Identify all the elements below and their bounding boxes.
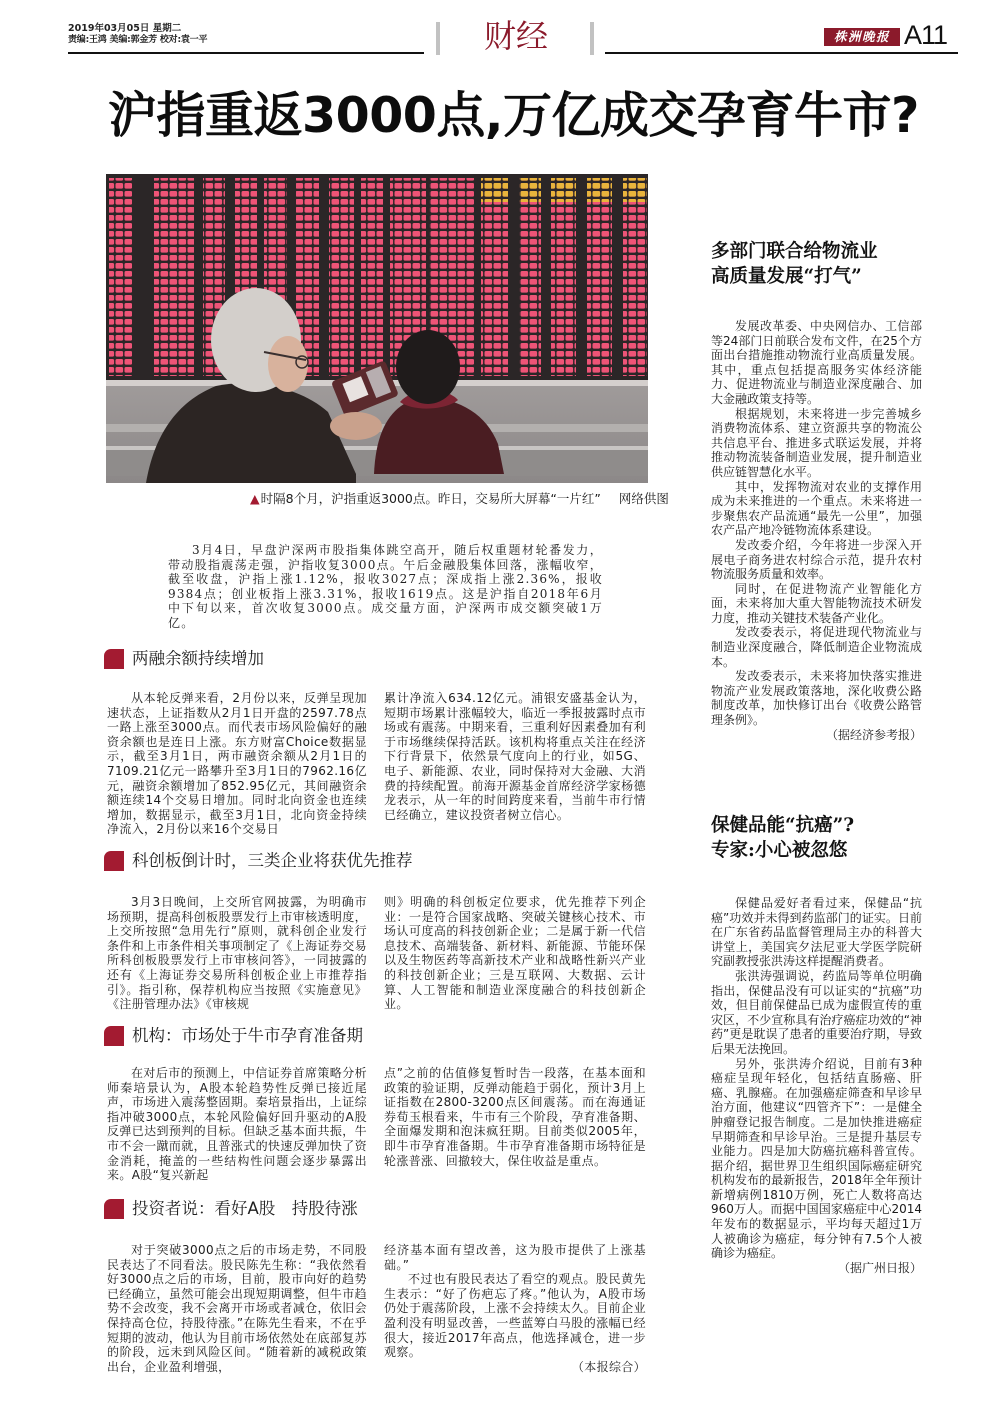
- photo-credit: 网络供图: [618, 491, 669, 506]
- caption-triangle-icon: ▲: [250, 491, 260, 506]
- article-source: （本报综合）: [571, 1359, 646, 1374]
- paragraph: 发改委表示，未来将加快落实推进物流产业发展政策落地，深化收费公路制度改革，加快修订出台《收费公路管理条例》。: [711, 669, 922, 728]
- editor-credits: 责编:王鸿 美编:郭金芳 校对:袁一平: [68, 35, 208, 45]
- article-source: （据广州日报）: [837, 1260, 922, 1275]
- paragraph: 保健品爱好者看过来，保健品“抗癌”功效并未得到药监部门的证实。日前在广东省药品监督管理局主办的科普大讲堂上，美国宾夕法尼亚大学医学院研究副教授张洪涛这样提醒消费者。: [711, 896, 922, 969]
- headline-line: 高质量发展“打气”: [711, 266, 862, 287]
- paragraph: 根据规划，未来将进一步完善城乡消费物流体系、建立资源共享的物流公共信息平台、推进多式联运发展，并将推动物流装备制造业发展，提升制造业供应链智慧化水平。: [711, 406, 922, 479]
- paragraph-continued: 点”之前的估值修复暂时告一段落，在基本面和政策的验证期，反弹动能趋于弱化，预计3月上证指数在2800-3200点区间震荡。而在海通证券荀玉根看来，牛市有三个阶段，孕育准备期、全面爆发期和泡沫疯狂期。目前类似2005年，即牛市孕育准备期。牛市孕育准备期市场特征是轮涨普涨、回撤较大，保住收益是重点。: [384, 1066, 646, 1168]
- quote-column: [519, 178, 541, 376]
- sidebar-headline: [711, 813, 926, 863]
- section-heading: [104, 1198, 358, 1219]
- section-column-right: [384, 895, 646, 1012]
- masthead-divider-left: [436, 22, 440, 55]
- paragraph: 发改委表示，将促进现代物流业与制造业深度融合，降低制造企业物流成本。: [711, 625, 922, 669]
- section-heading: [104, 648, 264, 669]
- quote-column: [154, 178, 194, 376]
- paragraph: 发展改革委、中央网信办、工信部等24部门日前联合发布文件，在25个方面出台措施推动物流行业高质量发展。其中，重点包括提高服务实体经济能力、促进物流业与制造业深度融合、加大金融政策支持等。: [711, 319, 922, 406]
- section-heading-text: 机构：市场处于牛市孕育准备期: [132, 1026, 363, 1045]
- paragraph: 发改委介绍，今年将进一步深入开展电子商务进农村综合示范，提升农村物流服务质量和效率。: [711, 537, 922, 582]
- paragraph: 对于突破3000点之后的市场走势，不同股民表达了不同看法。股民陈先生称：“我依然看好3000点之后的市场，目前，股市向好的趋势已经确立，虽然可能会出现短期调整，但牛市趋势不会改变，我不会离开市场或者减仓，依旧会保持高仓位，持股待涨。”在陈先生看来，不在乎短期的波动，他认为目前市场依然处在底部复苏的阶段，远未到风险区间。“随着新的减税政策出台，企业盈利增强，: [107, 1243, 367, 1374]
- quote-column: [481, 178, 508, 376]
- section-column-left: [107, 895, 367, 1012]
- caption-text: 时隔8个月，沪指重返3000点。昨日，交易所大屏幕“一片红”: [260, 491, 601, 506]
- paragraph: 从本轮反弹来看，2月份以来，反弹呈现加速状态，上证指数从2月1日开盘的2597.78点一路上涨至3000点。而代表市场风险偏好的融资余额也是连日上涨。东方财富Choice数据显示，截至3月1日，两市融资余额从2月1日的7109.21亿元一路攀升至3月1日的7962.16亿元，融资余额增加了852.95亿元，其间融资余额连续14个交易日增加。同时北向资金也连续增加，数据显示，截至3月1日，北向资金持续净流入，2月份以来16个交易日: [107, 691, 367, 837]
- page-number: A11: [904, 20, 948, 50]
- quote-column: [329, 178, 354, 376]
- quote-column: [623, 178, 647, 376]
- sidebar-article-body: [711, 896, 922, 1275]
- paragraph: 其中，发挥物流对农业的支撑作用成为未来推进的一个重点。未来将进一步聚焦农产品流通“最先一公里”，加强农产品产地冷链物流体系建设。: [711, 479, 922, 538]
- section-heading: [104, 1025, 363, 1046]
- quote-column: [361, 178, 383, 376]
- quote-column: [551, 178, 576, 376]
- quote-board-columns: [109, 178, 647, 376]
- section-marker-icon: [104, 1026, 124, 1046]
- photo-illustration: [106, 174, 648, 483]
- section-column-left: [107, 691, 367, 837]
- main-headline: 沪指重返3000点,万亿成交孕育牛市?: [108, 87, 919, 144]
- section-column-left: [107, 1066, 367, 1183]
- section-marker-icon: [104, 851, 124, 871]
- quote-column-highlight: [623, 178, 647, 202]
- article-source: （据经济参考报）: [825, 727, 922, 742]
- paragraph-continued: 经济基本面有望改善，这为股市提供了上涨基础。”: [384, 1243, 646, 1272]
- section-marker-icon: [104, 649, 124, 669]
- paragraph: 在对后市的预测上，中信证券首席策略分析师秦培景认为，A股本轮趋势性反弹已接近尾声，市场进入震荡整固期。秦培景指出，上证综指冲破3000点，本轮风险偏好回升驱动的A股反弹已达到预判的目标。但缺乏基本面共振，牛市不会一蹴而就，且普涨式的快速反弹加快了资金消耗，掩盖的一些结构性问题会逐步暴露出来。A股“复兴新起: [107, 1066, 367, 1183]
- section-column-left: [107, 1243, 367, 1374]
- masthead-divider-right: [590, 22, 594, 55]
- headline-line: 保健品能“抗癌”?: [711, 815, 855, 836]
- paragraph-continued: 累计净流入634.12亿元。浦银安盛基金认为，短期市场累计涨幅较大，临近一季报披露时点市场或有震荡。中期来看，三重利好因素叠加有利于市场继续保持活跃。该机构将重点关注在经济下行背景下，依然景气度向上的行业，如5G、电子、新能源、农业，同时保持对大金融、大消费的持续配置。前海开源基金首席经济学家杨德龙表示，从一年的时间跨度来看，当前牛市行情已经确立，建议投资者树立信心。: [384, 691, 646, 822]
- paragraph: 张洪涛强调说，药监局等单位明确指出，保健品没有可以证实的“抗癌”功效，但目前保健品已成为虚假宣传的重灾区，不少宣称具有治疗癌症功效的“神药”更是耽误了患者的重要治疗期，导致后果无法挽回。: [711, 968, 922, 1056]
- paragraph: 3月3日晚间，上交所官网披露，为明确市场预期，提高科创板股票发行上市审核透明度，上交所按照“急用先行”原则，就科创企业发行条件和上市条件相关事项制定了《上海证券交易所科创板股票发行上市审核问答》，一同披露的还有《上海证券交易所科创板企业上市推荐指引》。指引称，保荐机构应当按照《实施意见》《注册管理办法》《审核规: [107, 895, 367, 1012]
- sidebar-headline: [711, 239, 926, 289]
- section-marker-icon: [104, 1199, 124, 1219]
- quote-column-highlight: [519, 178, 541, 202]
- quote-column-highlight: [551, 178, 576, 202]
- issue-date: 2019年03月05日 星期二: [68, 23, 182, 34]
- newspaper-logo: 株洲晚报: [824, 28, 900, 46]
- section-column-right: [384, 691, 646, 822]
- headline-line: 专家:小心被忽悠: [711, 840, 848, 861]
- section-heading-text: 两融余额持续增加: [132, 649, 264, 668]
- news-photo: [106, 174, 648, 483]
- quote-column: [109, 178, 132, 376]
- sidebar-article-body: [711, 319, 922, 742]
- quote-column: [587, 178, 612, 376]
- paragraph: 另外，张洪涛介绍说，目前有3种癌症呈现年轻化，包括结直肠癌、肝癌、乳腺癌。在加强癌症筛查和早诊早治方面，他建议“四管齐下”：一是健全肿瘤登记报告制度。二是加快推进癌症早期筛查和早诊早治。三是提升基层专业能力。四是加大防癌抗癌科普宣传。据介绍，据世界卫生组织国际癌症研究机构发布的最新报告，2018年全年预计新增病例1810万例，死亡人数将高达960万人。而据中国国家癌症中心2014年发布的数据显示，平均每天超过1万人被确诊为癌症，每分钟有7.5个人被确诊为癌症。: [711, 1056, 922, 1261]
- masthead-rule-left: [68, 52, 424, 54]
- section-heading: [104, 850, 413, 871]
- masthead-rule-right: [605, 52, 958, 54]
- headline-line: 多部门联合给物流业: [711, 241, 878, 262]
- quote-column-highlight: [587, 178, 612, 202]
- section-column-right: [384, 1243, 646, 1374]
- section-name: 财经: [483, 17, 548, 55]
- paragraph-continued: 则》明确的科创板定位要求，优先推荐下列企业：一是符合国家战略、突破关键核心技术、市场认可度高的科技创新企业；二是属于新一代信息技术、高端装备、新材料、新能源、节能环保以及生物医药等高新技术产业和战略性新兴产业的科技创新企业；三是互联网、大数据、云计算、人工智能和制造业深度融合的科技创新企业。: [384, 895, 646, 1012]
- section-heading-text: 科创板倒计时，三类企业将获优先推荐: [132, 851, 413, 870]
- lead-paragraph: 3月4日，早盘沪深两市股指集体跳空高开，随后权重题材轮番发力，带动股指震荡走强，沪指收复3000点。午后金融股集体回落，涨幅收窄，截至收盘，沪指上涨1.12%，报收3027点；深成指上涨2.36%，报收9384点；创业板指上涨3.31%，报收1619点。这是沪指自2018年6月中下旬以来，首次收复3000点。成交量方面，沪深两市成交额突破1万亿。: [168, 543, 603, 630]
- photo-caption: [250, 491, 669, 507]
- paragraph: 不过也有股民表达了看空的观点。股民黄先生表示：“好了伤疤忘了疼。”他认为，A股市场仍处于震荡阶段，上涨不会持续太久。目前企业盈利没有明显改善，一些蓝筹白马股的涨幅已经很大，接近2017年高点，他选择减仓，进一步观察。: [384, 1272, 646, 1360]
- section-column-right: [384, 1066, 646, 1168]
- section-heading-text: 投资者说：看好A股 持股待涨: [132, 1199, 358, 1218]
- paragraph: 同时，在促进物流产业智能化方面，未来将加大重大智能物流技术研发力度，推动关键技术装备产业化。: [711, 581, 922, 625]
- quote-column-highlight: [481, 178, 508, 202]
